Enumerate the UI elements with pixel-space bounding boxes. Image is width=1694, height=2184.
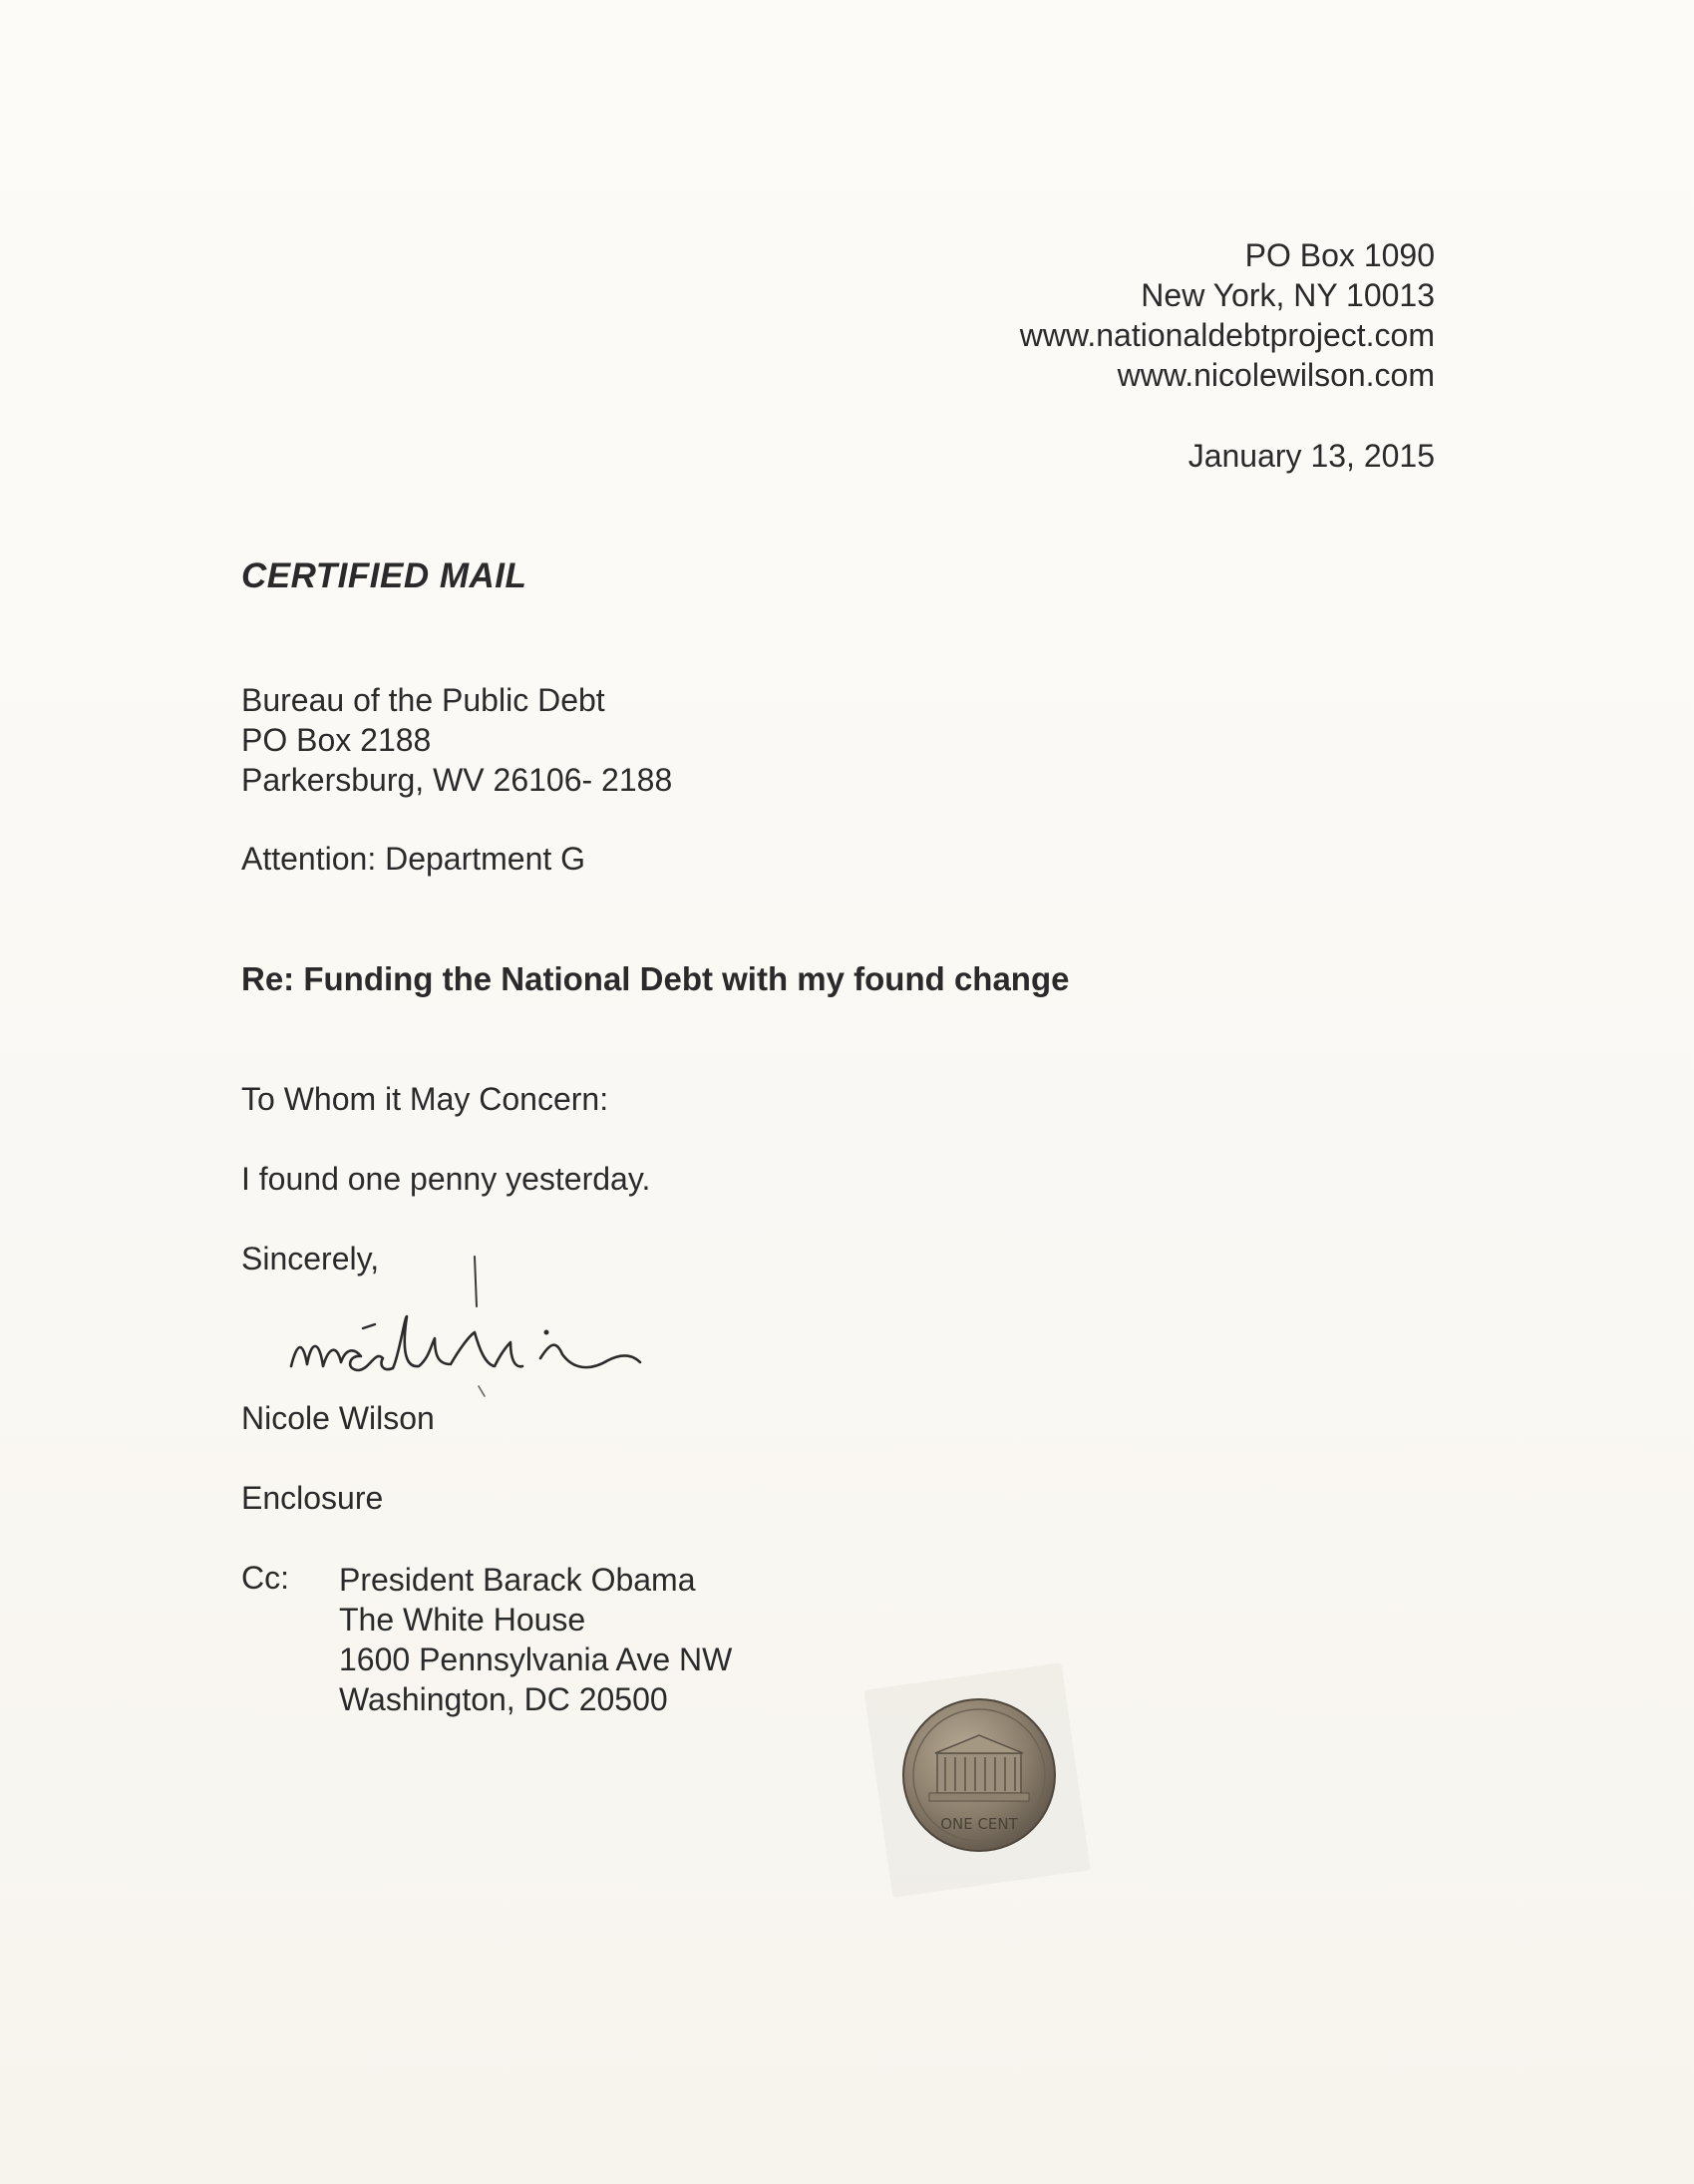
cc-name: President Barack Obama <box>339 1562 696 1598</box>
recipient-organization: Bureau of the Public Debt <box>241 682 605 718</box>
signer-name: Nicole Wilson <box>241 1400 435 1436</box>
cc-organization: The White House <box>339 1602 586 1638</box>
cc-label: Cc: <box>241 1560 289 1596</box>
cc-address <box>339 1560 732 1719</box>
certified-mail-heading: CERTIFIED MAIL <box>241 556 527 595</box>
sender-city-state: New York, NY 10013 <box>1141 277 1435 313</box>
cc-street: 1600 Pennsylvania Ave NW <box>339 1641 733 1677</box>
sender-website-project: www.nationaldebtproject.com <box>1019 317 1435 353</box>
penny-coin-image <box>899 1695 1059 1855</box>
letter-body: I found one penny yesterday. <box>241 1161 651 1197</box>
subject-line: Re: Funding the National Debt with my found change <box>241 960 1070 997</box>
attention-line: Attention: Department G <box>241 841 586 877</box>
taped-penny <box>877 1675 1077 1885</box>
sender-po-box: PO Box 1090 <box>1244 237 1435 273</box>
sender-address <box>737 235 1435 395</box>
recipient-po-box: PO Box 2188 <box>241 722 432 758</box>
recipient-address <box>241 680 672 800</box>
cc-city-state: Washington, DC 20500 <box>339 1681 668 1717</box>
closing: Sincerely, <box>241 1241 380 1276</box>
handwritten-signature <box>279 1247 658 1406</box>
recipient-city-state: Parkersburg, WV 26106- 2188 <box>241 762 673 798</box>
sender-website-personal: www.nicolewilson.com <box>1117 357 1435 393</box>
letter-date: January 13, 2015 <box>1187 438 1435 474</box>
salutation: To Whom it May Concern: <box>241 1081 609 1117</box>
enclosure-note: Enclosure <box>241 1480 384 1516</box>
coin-inscription: ONE CENT <box>940 1815 1018 1833</box>
